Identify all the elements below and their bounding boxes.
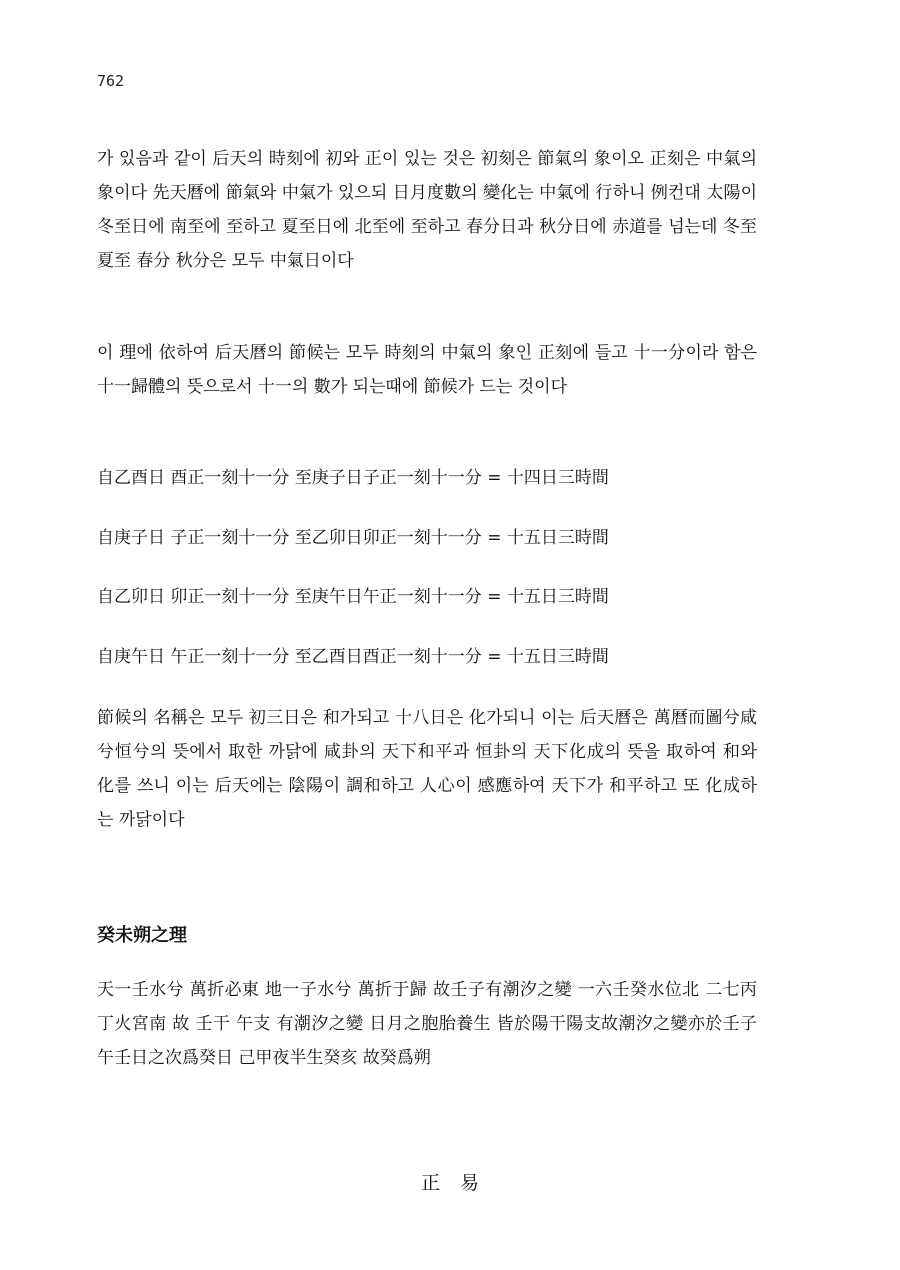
calculation-line-3: 自乙卯日 卯正一刻十一分 至庚午日午正一刻十一分 = 十五日三時間 xyxy=(97,587,609,607)
calculation-line-1: 自乙酉日 酉正一刻十一分 至庚子日子正一刻十一分 = 十四日三時間 xyxy=(97,468,609,488)
calculation-line-2: 自庚子日 子正一刻十一分 至乙卯日卯正一刻十一分 = 十五日三時間 xyxy=(97,528,609,548)
paragraph-classical-text: 天一壬水兮 萬折必東 地一子水兮 萬折于歸 故壬子有潮汐之變 一六壬癸水位北 二七丙丁火宮南 故 壬干 午支 有潮汐之變 日月之胞胎養生 皆於陽干陽支故潮汐之變亦於壬子午壬日之次爲癸日 己甲夜半生癸亥 故癸爲朔 xyxy=(97,980,757,1068)
page-footer: 正易 xyxy=(420,1172,499,1194)
paragraph-time-divisions: 가 있음과 같이 后天의 時刻에 初와 正이 있는 것은 初刻은 節氣의 象이오 正刻은 中氣의 象이다 先天曆에 節氣와 中氣가 있으되 日月度數의 變化는 中氣에 行하니 例컨대 太陽이 冬至日에 南至에 至하고 夏至日에 北至에 至하고 春分日과 秋分日에 赤道를 넘는데 冬至 夏至 春分 秋分은 모두 中氣日이다 xyxy=(97,149,757,271)
calculation-line-4: 自庚午日 午正一刻十一分 至乙酉日酉正一刻十一分 = 十五日三時間 xyxy=(97,647,609,667)
paragraph-solar-terms: 이 理에 依하여 后天曆의 節候는 모두 時刻의 中氣의 象인 正刻에 들고 十一分이라 함은 十一歸體의 뜻으로서 十一의 數가 되는때에 節候가 드는 것이다 xyxy=(97,343,757,397)
section-title: 癸未朔之理 xyxy=(97,925,187,946)
page-number: 762 xyxy=(97,72,125,90)
paragraph-term-names: 節候의 名稱은 모두 初三日은 和가되고 十八日은 化가되니 이는 后天曆은 萬曆而圖兮咸兮恒兮의 뜻에서 取한 까닭에 咸卦의 天下和平과 恒卦의 天下化成의 뜻을 取하여 和와 化를 쓰니 이는 后天에는 陰陽이 調和하고 人心이 感應하여 天下가 和平하고 또 化成하는 까닭이다 xyxy=(97,708,757,830)
